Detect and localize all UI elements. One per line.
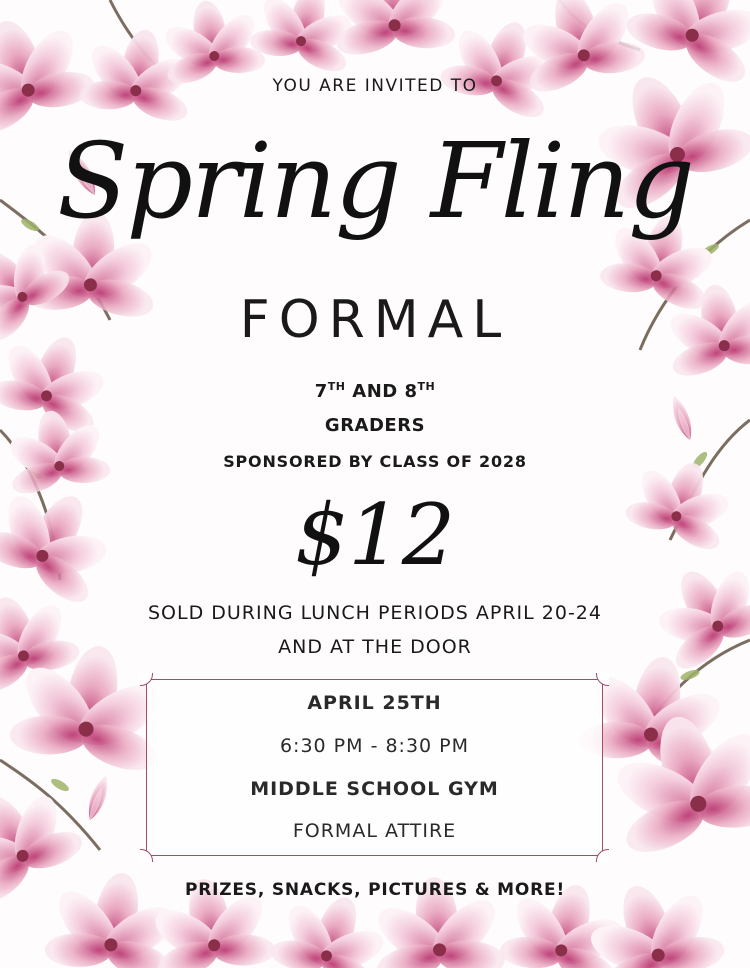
- frame-corner: [140, 849, 153, 862]
- frame-corner: [140, 673, 153, 686]
- event-title-formal: FORMAL: [239, 290, 511, 350]
- sponsor-text: SPONSORED BY CLASS OF 2028: [223, 452, 527, 471]
- event-title-script: Spring Fling: [57, 120, 693, 242]
- frame-corner: [596, 673, 609, 686]
- grade-line: 7TH AND 8TH: [314, 380, 436, 402]
- event-location: MIDDLE SCHOOL GYM: [250, 778, 499, 800]
- ticket-sales-info: [0, 596, 750, 664]
- event-details-frame: [146, 679, 603, 856]
- ticket-price: $12: [294, 486, 456, 584]
- invite-heading: YOU ARE INVITED TO: [272, 76, 478, 96]
- graders-line: GRADERS: [324, 415, 426, 436]
- sales-line-2: AND AT THE DOOR: [278, 636, 472, 658]
- audience-text: [0, 370, 750, 443]
- dress-code: FORMAL ATTIRE: [292, 820, 457, 842]
- sales-line-1: SOLD DURING LUNCH PERIODS APRIL 20-24: [148, 602, 602, 624]
- event-date: APRIL 25TH: [307, 692, 442, 714]
- event-time: 6:30 PM - 8:30 PM: [279, 735, 470, 757]
- extras-text: PRIZES, SNACKS, PICTURES & MORE!: [184, 880, 566, 900]
- frame-corner: [596, 849, 609, 862]
